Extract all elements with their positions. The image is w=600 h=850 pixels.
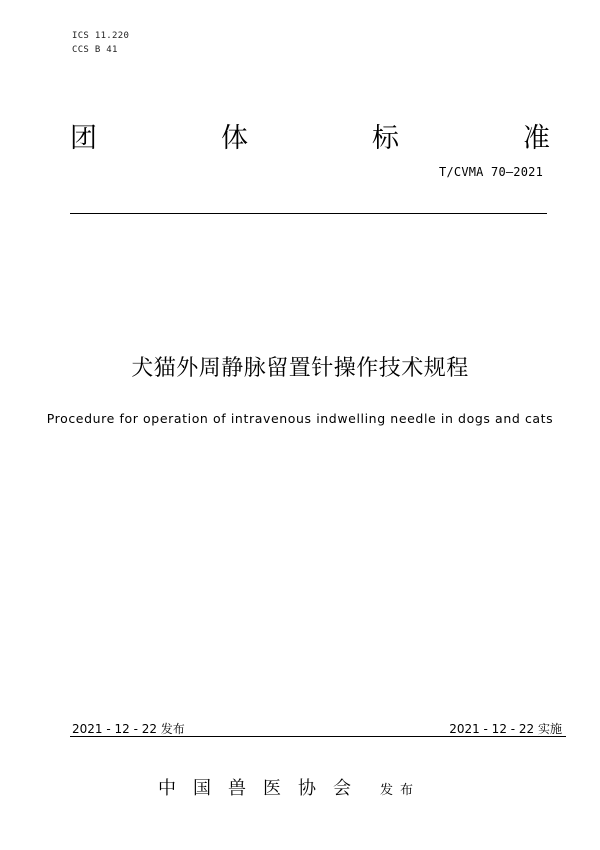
ccs-code: CCS B 41: [72, 45, 118, 55]
document-title-chinese: 犬猫外周静脉留置针操作技术规程: [131, 356, 469, 381]
standard-type-char-4: 准: [523, 123, 550, 154]
standard-number: T/CVMA 70—2021: [439, 165, 543, 179]
publisher-line: [158, 774, 420, 800]
issue-date: 2021 - 12 - 22 发布: [72, 722, 185, 736]
standard-type-heading: [70, 116, 550, 155]
publisher-name: 中国兽医协会: [158, 778, 368, 799]
publish-action: 发布: [380, 783, 421, 798]
ics-code: ICS 11.220: [72, 31, 130, 41]
document-title-english: Procedure for operation of intravenous indwelling needle in dogs and cats: [46, 411, 554, 426]
footer-divider: [70, 736, 566, 737]
standard-type-char-1: 团: [70, 123, 97, 154]
standard-type-char-3: 标: [372, 123, 399, 154]
header-divider: [70, 213, 547, 214]
implementation-date: 2021 - 12 - 22 实施: [449, 722, 562, 736]
standard-type-char-2: 体: [221, 123, 248, 154]
